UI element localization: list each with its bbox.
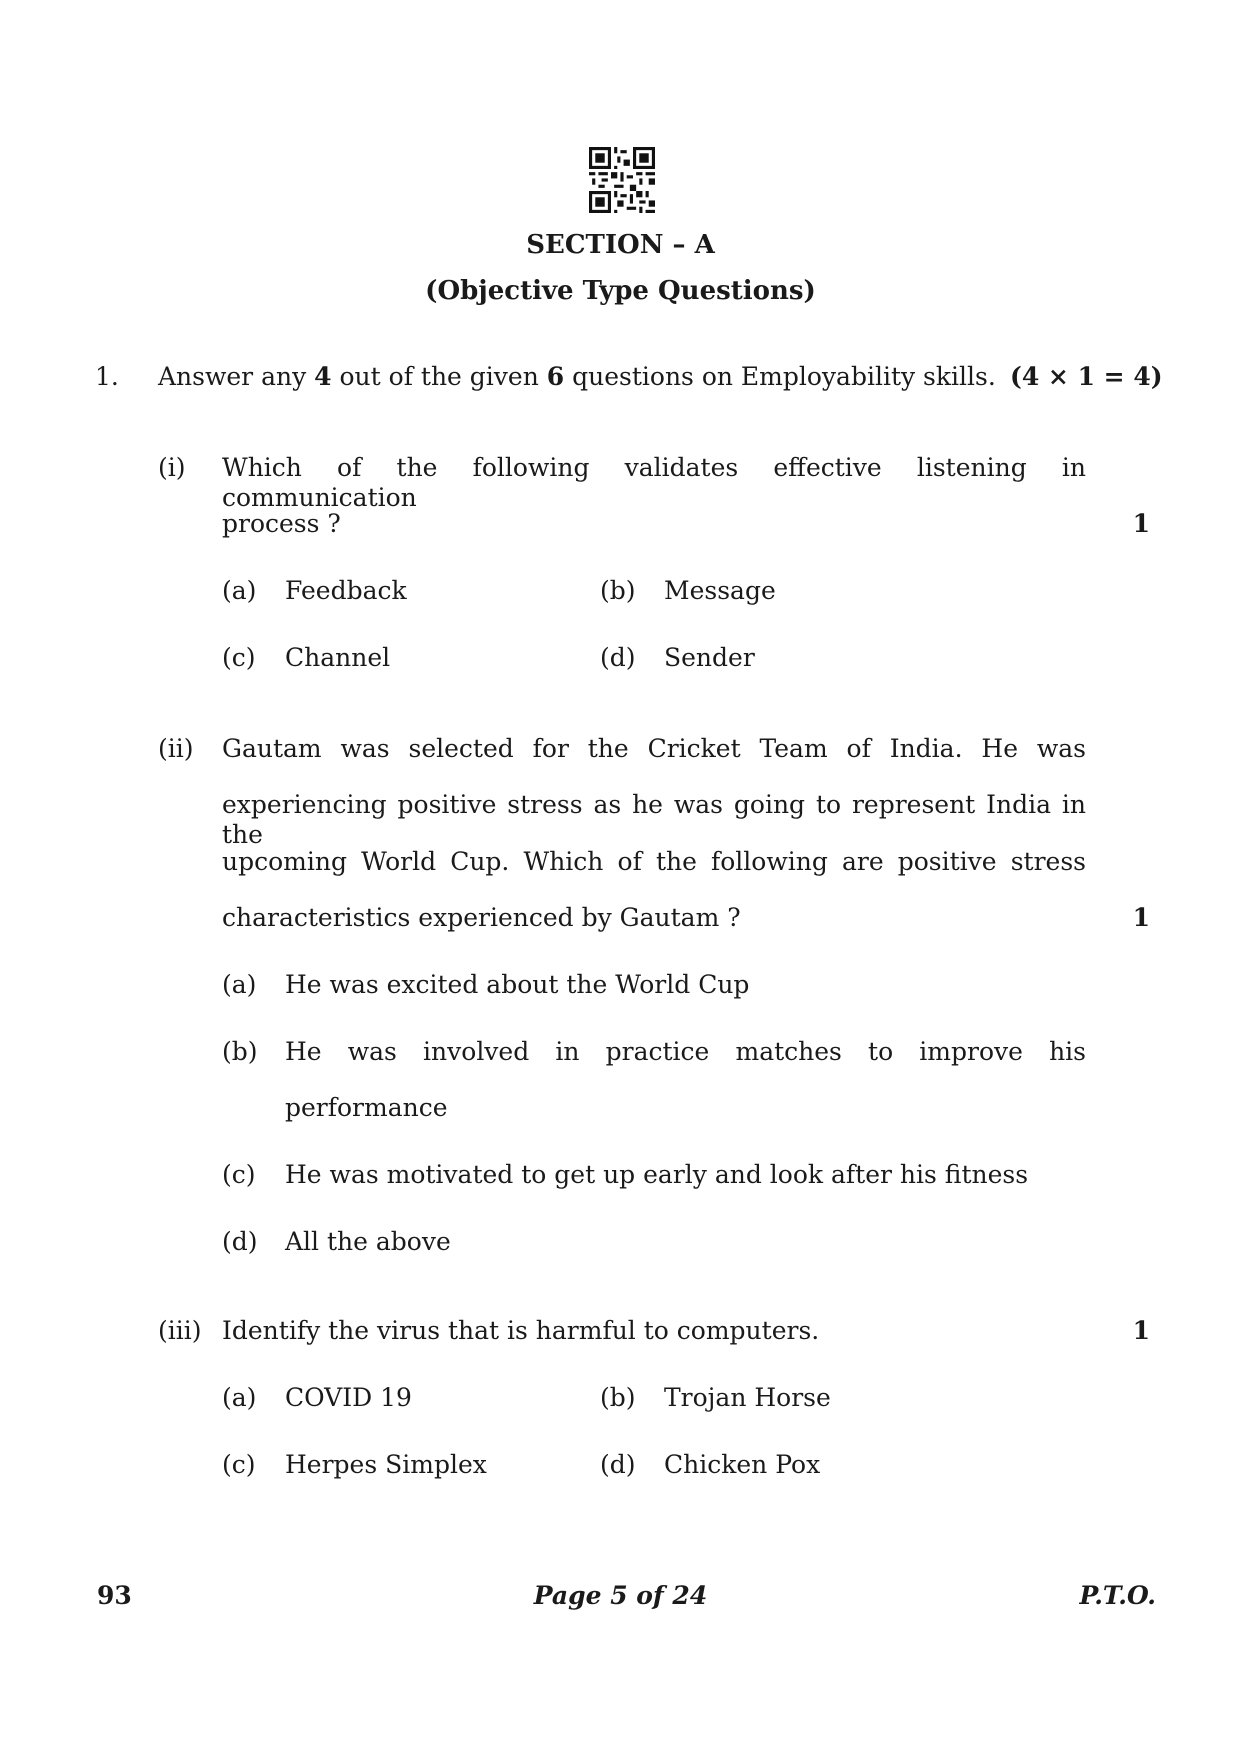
option-text: Channel [285, 643, 391, 672]
marks-value: 1 [1132, 509, 1150, 538]
option-text: He was involved in practice matches to improve his [285, 1037, 1086, 1066]
option-text: Herpes Simplex [285, 1450, 487, 1479]
sub-question-text: Gautam was selected for the Cricket Team of India. He was [222, 734, 1086, 763]
sub-question-text: process ? [222, 509, 341, 538]
paper-code: 93 [97, 1581, 132, 1610]
option-text: All the above [285, 1227, 451, 1256]
option-label: (d) [222, 1227, 258, 1256]
marks-value: 1 [1132, 1316, 1150, 1345]
question-number: 1. [95, 362, 119, 391]
sub-question-label: (ii) [158, 734, 194, 763]
option-text: Sender [664, 643, 755, 672]
option-label: (c) [222, 1450, 256, 1479]
option-label: (a) [222, 970, 257, 999]
option-text: Chicken Pox [664, 1450, 821, 1479]
page-number: Page 5 of 24 [533, 1581, 708, 1610]
option-label: (d) [600, 1450, 636, 1479]
option-text: He was motivated to get up early and look after his fitness [285, 1160, 1029, 1189]
sub-question-text: upcoming World Cup. Which of the following are positive stress [222, 847, 1086, 876]
option-label: (c) [222, 643, 256, 672]
sub-question-label: (iii) [158, 1316, 202, 1345]
marks-scheme: (4 × 1 = 4) [1010, 362, 1163, 391]
section-subtitle: (Objective Type Questions) [425, 276, 816, 306]
option-text: Feedback [285, 576, 407, 605]
option-label: (b) [600, 1383, 636, 1412]
sub-question-text: Identify the virus that is harmful to computers. [222, 1316, 820, 1345]
qr-code-icon [589, 147, 655, 213]
option-text: COVID 19 [285, 1383, 412, 1412]
option-label: (d) [600, 643, 636, 672]
option-text: Message [664, 576, 776, 605]
option-label: (c) [222, 1160, 256, 1189]
sub-question-label: (i) [158, 453, 186, 482]
option-text: performance [285, 1093, 448, 1122]
section-title: SECTION – A [526, 230, 715, 260]
option-label: (b) [600, 576, 636, 605]
option-text: Trojan Horse [664, 1383, 831, 1412]
sub-question-text: Which of the following validates effective listening in communication [222, 453, 1086, 512]
option-label: (b) [222, 1037, 258, 1066]
sub-question-text: characteristics experienced by Gautam ? [222, 903, 741, 932]
option-text: He was excited about the World Cup [285, 970, 750, 999]
pto-label: P.T.O. [1079, 1581, 1156, 1610]
marks-value: 1 [1132, 903, 1150, 932]
question-instruction: Answer any 4 out of the given 6 questions on Employability skills. [158, 362, 996, 391]
option-label: (a) [222, 576, 257, 605]
sub-question-text: experiencing positive stress as he was going to represent India in the [222, 790, 1086, 849]
option-label: (a) [222, 1383, 257, 1412]
